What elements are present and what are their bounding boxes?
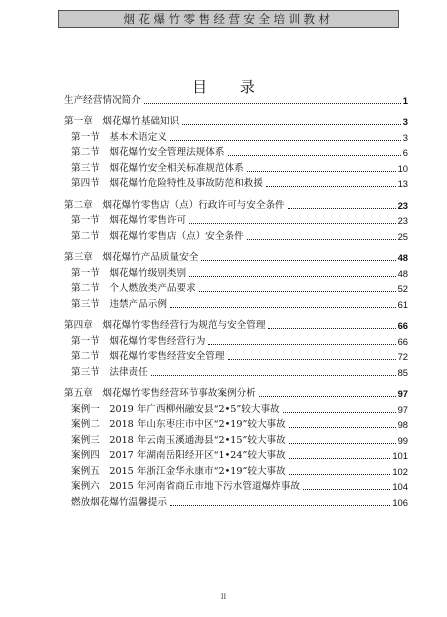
toc-dot-leader bbox=[266, 186, 396, 187]
toc-dot-leader bbox=[283, 412, 396, 413]
toc-dot-leader bbox=[170, 140, 401, 141]
toc-dot-leader bbox=[288, 208, 396, 209]
toc-entry-title: 第四节 烟花爆竹危险特性及事故防范和救援 bbox=[71, 178, 263, 189]
toc-entry-title: 案例六 2015 年河南省商丘市地下污水管道爆炸事故 bbox=[71, 481, 300, 492]
toc-entry-title: 案例二 2018 年山东枣庄市中区“2•19”较大事故 bbox=[71, 419, 286, 430]
toc-entry-case[interactable] bbox=[64, 431, 408, 447]
toc-dot-leader bbox=[182, 124, 401, 125]
toc-entry-title: 第三节 法律责任 bbox=[71, 366, 148, 378]
toc-entry-title: 第一节 基本术语定义 bbox=[71, 131, 167, 143]
toc-entry-section[interactable] bbox=[64, 175, 408, 191]
toc-dot-leader bbox=[247, 239, 396, 240]
toc-entry-page: 1 bbox=[402, 94, 408, 106]
toc-entry-page: 6 bbox=[402, 147, 408, 158]
toc-entry-title: 第二节 个人燃放类产品要求 bbox=[71, 283, 196, 294]
toc-entry-section[interactable] bbox=[64, 144, 408, 160]
toc-entry-page: 98 bbox=[397, 419, 408, 430]
toc-entry-page: 48 bbox=[397, 267, 408, 279]
toc-entry-title: 第五章 烟花爆竹零售经营环节事故案例分析 bbox=[64, 388, 256, 399]
toc-entry-section[interactable] bbox=[64, 212, 408, 228]
toc-entry-title: 第三章 烟花爆竹产品质量安全 bbox=[64, 252, 199, 263]
toc-entry-title: 第一节 烟花爆竹零售经营行为 bbox=[71, 335, 206, 347]
toc-entry-page: 66 bbox=[397, 335, 408, 347]
toc-entry-title: 第一节 烟花爆竹零售许可 bbox=[71, 215, 187, 226]
toc-entry-title: 第三节 违禁产品示例 bbox=[71, 298, 167, 310]
toc-entry-title: 第四章 烟花爆竹零售经营行为规范与安全管理 bbox=[64, 320, 266, 331]
toc-dot-leader bbox=[289, 427, 396, 428]
toc-entry-title: 第二节 烟花爆竹零售店（点）安全条件 bbox=[71, 230, 244, 242]
toc-entry-section[interactable] bbox=[64, 128, 408, 144]
toc-entry-title: 案例一 2019 年广西柳州融安县“2•5”较大事故 bbox=[71, 403, 280, 415]
running-header bbox=[58, 10, 399, 28]
toc-entry-intro[interactable] bbox=[64, 91, 408, 107]
toc-entry-page: 23 bbox=[397, 215, 408, 226]
toc-entry-title: 第二章 烟花爆竹零售店（点）行政许可与安全条件 bbox=[64, 199, 285, 211]
toc-entry-page: 72 bbox=[397, 351, 408, 362]
toc-entry-section[interactable] bbox=[64, 363, 408, 379]
toc-entry-page: 97 bbox=[397, 388, 408, 399]
toc-entry-last[interactable] bbox=[64, 493, 408, 509]
toc-entry-case[interactable] bbox=[64, 416, 408, 432]
toc-entry-case[interactable] bbox=[64, 447, 408, 463]
toc-dot-leader bbox=[144, 103, 401, 104]
toc-dot-leader bbox=[289, 458, 391, 459]
toc-entry-page: 25 bbox=[397, 230, 408, 242]
toc-entry-title: 第二节 烟花爆竹安全管理法规体系 bbox=[71, 147, 225, 158]
toc-entry-title: 案例五 2015 年浙江金华永康市“2•19”较大事故 bbox=[71, 465, 286, 477]
toc-entry-page: 97 bbox=[397, 403, 408, 415]
toc-entry-chapter[interactable] bbox=[64, 385, 408, 401]
toc-dot-leader bbox=[228, 155, 401, 156]
toc-entry-page: 61 bbox=[397, 298, 408, 310]
toc-entry-section[interactable] bbox=[64, 264, 408, 280]
toc-entry-case[interactable] bbox=[64, 478, 408, 494]
toc-dot-leader bbox=[208, 344, 395, 345]
toc-entry-page: 106 bbox=[392, 496, 408, 508]
toc-dot-leader bbox=[268, 328, 395, 329]
toc-dot-leader bbox=[228, 359, 396, 360]
toc-dot-leader bbox=[303, 489, 390, 490]
toc-dot-leader bbox=[201, 260, 395, 261]
toc-entry-page: 13 bbox=[397, 178, 408, 189]
toc-entry-title: 案例四 2017 年湖南岳阳经开区“1•24”较大事故 bbox=[71, 450, 286, 461]
toc-entry-title: 第三节 烟花爆竹安全相关标准规范体系 bbox=[71, 162, 244, 174]
toc-entry-section[interactable] bbox=[64, 348, 408, 364]
toc-dot-leader bbox=[189, 276, 395, 277]
toc-entry-page: 99 bbox=[397, 434, 408, 446]
page-title: 目 录 bbox=[192, 78, 269, 96]
toc-dot-leader bbox=[170, 505, 390, 506]
toc-entry-title: 第一节 烟花爆竹级别类别 bbox=[71, 267, 187, 279]
toc-entry-chapter[interactable] bbox=[64, 317, 408, 333]
toc-dot-leader bbox=[247, 171, 396, 172]
toc-entry-page: 3 bbox=[402, 116, 408, 127]
toc-entry-section[interactable] bbox=[64, 227, 408, 243]
toc-entry-section[interactable] bbox=[64, 159, 408, 175]
toc-entry-page: 101 bbox=[392, 450, 408, 461]
table-of-contents bbox=[64, 91, 408, 509]
toc-dot-leader bbox=[289, 443, 396, 444]
toc-entry-page: 48 bbox=[397, 252, 408, 263]
toc-dot-leader bbox=[170, 307, 396, 308]
toc-entry-page: 102 bbox=[392, 465, 408, 477]
toc-dot-leader bbox=[189, 223, 395, 224]
toc-entry-chapter[interactable] bbox=[64, 249, 408, 265]
toc-entry-title: 第二节 烟花爆竹零售经营安全管理 bbox=[71, 351, 225, 362]
toc-entry-chapter[interactable] bbox=[64, 113, 408, 129]
toc-entry-title: 第一章 烟花爆竹基础知识 bbox=[64, 116, 180, 127]
toc-entry-page: 66 bbox=[397, 320, 408, 331]
toc-entry-page: 85 bbox=[397, 366, 408, 378]
toc-entry-chapter[interactable] bbox=[64, 196, 408, 212]
toc-entry-title: 生产经营情况简介 bbox=[64, 94, 141, 106]
toc-entry-page: 10 bbox=[397, 162, 408, 174]
toc-entry-section[interactable] bbox=[64, 295, 408, 311]
toc-entry-section[interactable] bbox=[64, 332, 408, 348]
toc-entry-page: 23 bbox=[397, 199, 408, 211]
running-header-title: 烟花爆竹零售经营安全培训教材 bbox=[123, 12, 334, 26]
toc-entry-title: 案例三 2018 年云南玉溪通海县“2•15”较大事故 bbox=[71, 434, 286, 446]
toc-dot-leader bbox=[151, 375, 396, 376]
toc-entry-case[interactable] bbox=[64, 462, 408, 478]
toc-dot-leader bbox=[259, 396, 396, 397]
toc-entry-title: 燃放烟花爆竹温馨提示 bbox=[71, 496, 167, 508]
toc-entry-case[interactable] bbox=[64, 400, 408, 416]
toc-entry-page: 104 bbox=[392, 481, 408, 492]
page-number: II bbox=[220, 592, 227, 601]
toc-dot-leader bbox=[199, 291, 396, 292]
toc-dot-leader bbox=[289, 474, 391, 475]
toc-entry-page: 3 bbox=[402, 131, 408, 143]
toc-entry-page: 52 bbox=[397, 283, 408, 294]
toc-entry-section[interactable] bbox=[64, 280, 408, 296]
